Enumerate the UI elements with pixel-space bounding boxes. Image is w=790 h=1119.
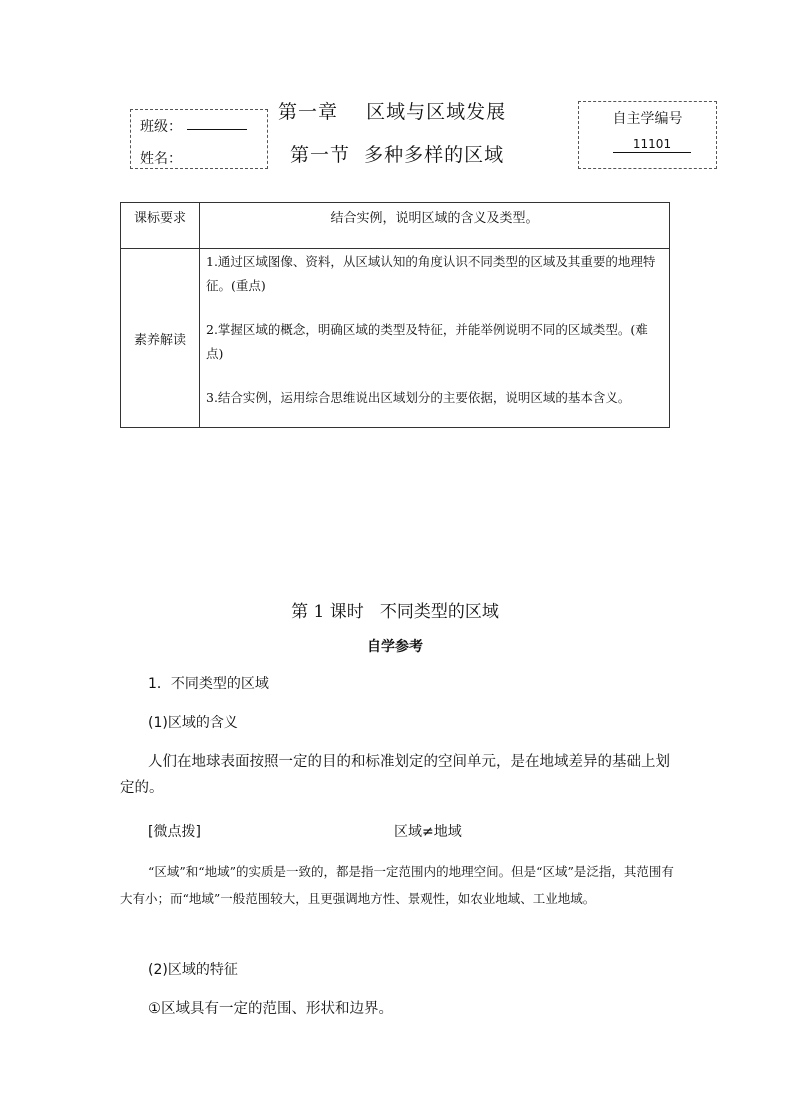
section-title: 第一节 多种多样的区域 (290, 144, 505, 166)
table-header-cell: 课标要求 (121, 203, 200, 249)
item-heading: 1．不同类型的区域 (148, 676, 269, 692)
self-study-number: 11101 (613, 137, 691, 153)
table-cell (200, 249, 670, 428)
lesson-title: 第 1 课时 不同类型的区域 (291, 602, 499, 622)
class-label: 班级： (140, 119, 182, 135)
name-label: 姓名： (140, 151, 182, 167)
table-header-cell: 素养解读 (121, 249, 200, 428)
student-info-box (130, 109, 268, 169)
literacy-item: 2.掌握区域的概念，明确区域的类型及特征，并能举例说明不同的区域类型。(难点) (206, 322, 648, 361)
table-row (121, 249, 670, 428)
class-blank[interactable] (187, 129, 247, 130)
tip-title: 区域≠地域 (394, 824, 462, 840)
table-row (121, 203, 670, 249)
definition-paragraph: 人们在地球表面按照一定的目的和标准划定的空间单元，是在地域差异的基础上划定的。 (120, 754, 670, 796)
literacy-item: 3.结合实例，运用综合思维说出区域划分的主要依据，说明区域的基本含义。 (206, 390, 631, 405)
item-subheading: (2)区域的特征 (148, 962, 238, 978)
literacy-item: 1.通过区域图像、资料，从区域认知的角度认识不同类型的区域及其重要的地理特征。(重点) (206, 254, 656, 293)
item-subheading: (1)区域的含义 (148, 715, 238, 731)
table-cell: 结合实例，说明区域的含义及类型。 (200, 203, 670, 249)
section-subheading: 自学参考 (367, 639, 423, 655)
tip-body: “区域”和“地域”的实质是一致的，都是指一定范围内的地理空间。但是“区域”是泛指，其范围有大有小；而“地域”一般范围较大，且更强调地方性、景观性，如农业地域、工业地域。 (120, 864, 674, 906)
tip-label: [微点拨] (148, 824, 201, 840)
self-study-number-box (578, 101, 717, 169)
requirements-table (120, 202, 670, 428)
feature-line: ①区域具有一定的范围、形状和边界。 (148, 1001, 393, 1017)
self-study-label: 自主学编号 (612, 111, 683, 127)
chapter-title: 第一章 区域与区域发展 (278, 101, 507, 123)
